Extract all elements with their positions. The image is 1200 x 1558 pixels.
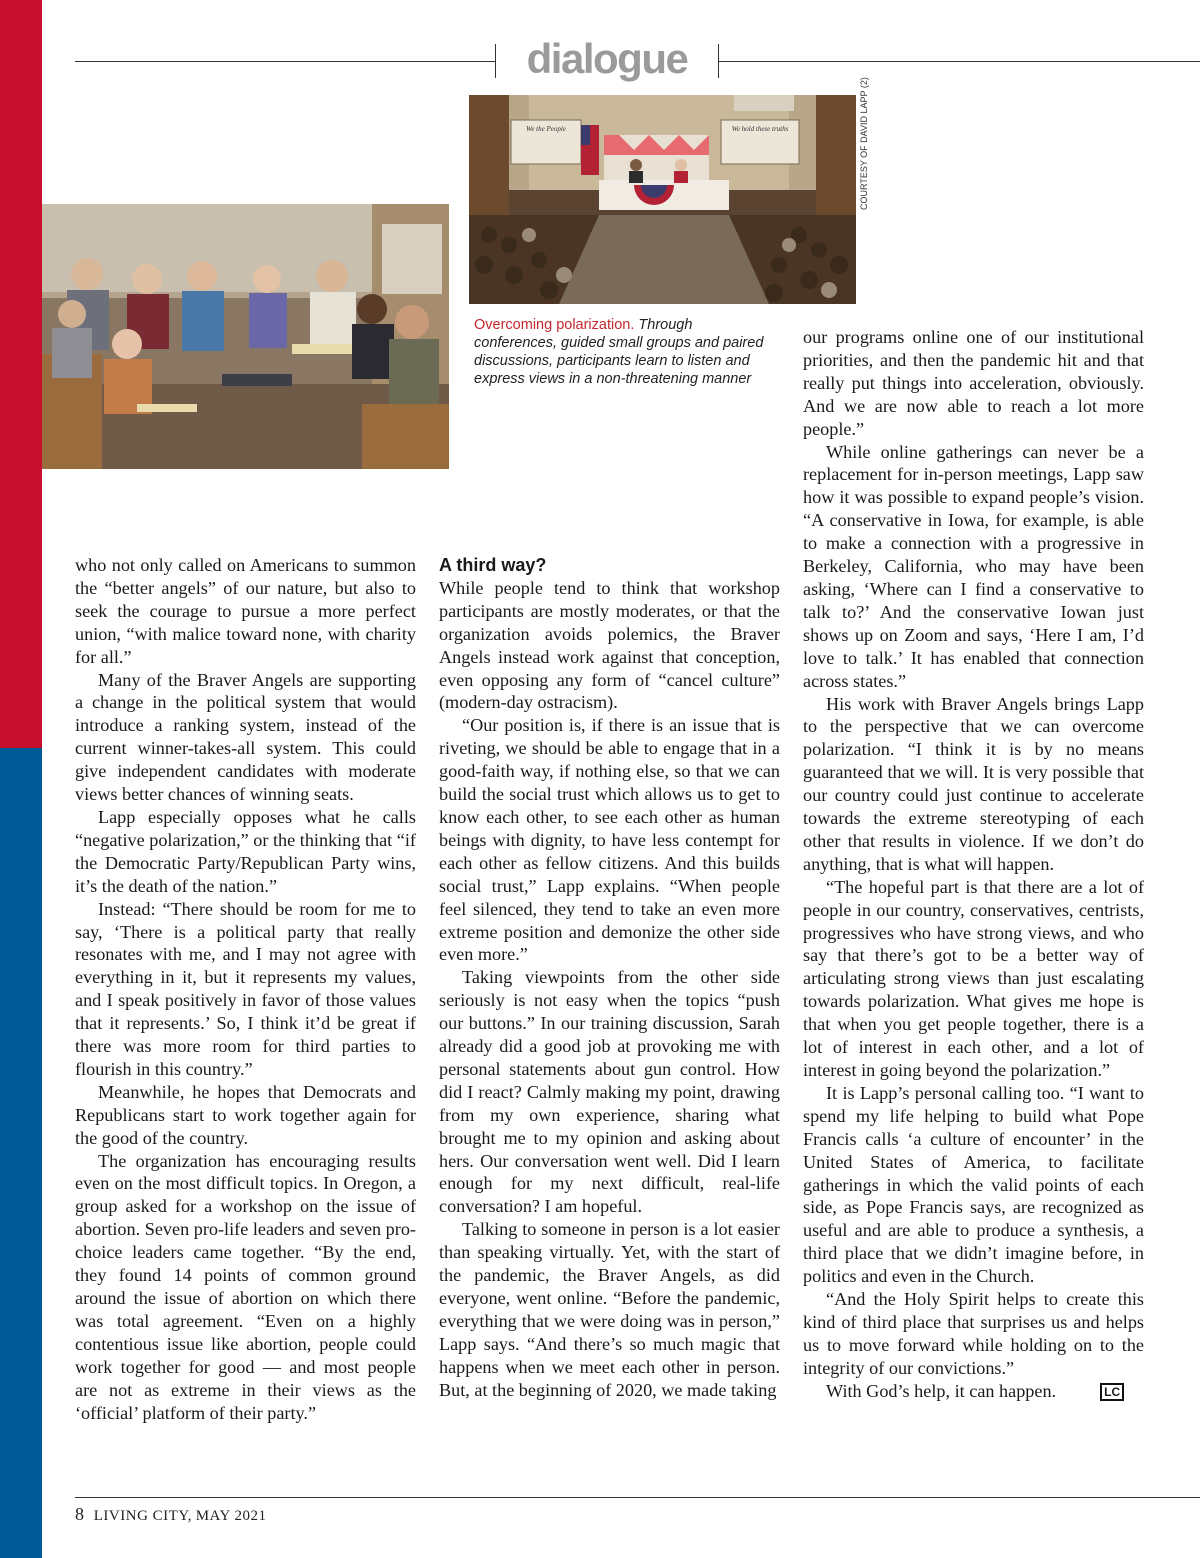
paragraph: While people tend to think that workshop participants are mostly moderates, or that the organization avoids polemics, the Braver Angels instead work against that conception, even opposing any form of “cancel culture” (modern-day ostracism). <box>439 577 780 713</box>
side-bar-blue <box>0 748 42 1558</box>
article-column-2 <box>439 554 780 1402</box>
paragraph: “Our position is, if there is an issue that is riveting, we should be able to engage that in a good-faith way, if nothing else, so that we can build the social trust which allows us to get to know each other, to see each other as human beings with dignity, to have less contempt for each other as fellow citizens. And this builds social trust,” Lapp explains. “When people feel silenced, they tend to take an even more extreme position and demonize the other side even more.” <box>439 715 780 965</box>
paragraph: Talking to someone in person is a lot easier than speaking virtually. Yet, with the start of the pandemic, the Braver Angels, as did everyone, went online. “Before the pandemic, everything that we were doing was in person,” Lapp says. “And there’s so much magic that happens when we meet each other in person. But, at the beginning of 2020, we made taking <box>439 1219 780 1400</box>
end-mark: LC <box>1100 1383 1124 1401</box>
photo-caption <box>474 316 774 388</box>
paragraph: Many of the Braver Angels are supporting a change in the political system that would introduce a ranking system, instead of the current winner-takes-all system. This could give independent candidates with moderate views better chances of winning seats. <box>75 669 416 805</box>
paragraph: “And the Holy Spirit helps to create this kind of third place that surprises us and helps us to move forward while holding on to the integrity of our convictions.” <box>803 1289 1144 1378</box>
banner-right-text: We hold these truths <box>731 125 789 133</box>
paragraph: our programs online one of our institutional priorities, and then the pandemic hit and that really put things into acceleration, obviously. And we are now able to reach a lot more people.” <box>803 327 1144 439</box>
paragraph: Instead: “There should be room for me to say, ‘There is a political party that really resonates with me, and I may not agree with everything in it, but it represents my values, and I speak positively in favor of those values that it represents.’ So, I think it’d be great if there was more room for third parties to flourish in this country.” <box>75 898 416 1079</box>
paragraph: Meanwhile, he hopes that Democrats and Republicans start to work together again for the good of the country. <box>75 1081 416 1148</box>
paragraph: who not only called on Americans to summon the “better angels” of our nature, but also to seek the courage to pursue a more perfect union, “with malice toward none, with charity for all.” <box>75 555 416 667</box>
paragraph: Lapp especially opposes what he calls “negative polarization,” or the thinking that “if the Democratic Party/Republican Party wins, it’s the death of the nation.” <box>75 806 416 896</box>
photo-conference-hall <box>469 95 856 304</box>
paragraph: Taking viewpoints from the other side seriously is not easy when the topics “push our buttons.” In our training discussion, Sarah already did a good job at provoking me with personal statements about gun control. How did I react? Calmly making my point, drawing from my own experience, sharing what brought me to my opinion and asking about hers. Our conversation went well. Did I learn enough for my next difficult, real-life conversation? I am hopeful. <box>439 967 780 1217</box>
closing-paragraph <box>803 1380 1144 1403</box>
paragraph: “The hopeful part is that there are a lot of people in our country, conservatives, centrists, progressives who have strong views, and who say that there’s got to be a better way of articulating strong views than just escalating towards polarization. What gives me hope is that when you get people together, there is a lot of interest in each other, and a lot of interest in going beyond the polarization.” <box>803 876 1144 1080</box>
photo-small-group <box>42 204 449 469</box>
paragraph: His work with Braver Angels brings Lapp to the perspective that we can overcome polarization. “I think it is by no means guaranteed that we will. It is very possible that our country could just continue to accelerate towards the extreme stereotyping of each other that results in violence. If we don’t do anything, that is what will happen. <box>803 693 1144 874</box>
paragraph: It is Lapp’s personal calling too. “I want to spend my life helping to build what Pope Francis calls ‘a culture of encounter’ in the United States of America, to facilitate gatherings in which the valid points of each side, as Pope Francis says, are recognized as useful and are able to produce a synthesis, a third place that we didn’t imagine before, in politics and even in the Church. <box>803 1082 1144 1287</box>
header-rule-right <box>718 61 1200 62</box>
caption-title: Overcoming polarization. <box>474 317 635 333</box>
banner-left-text: We the People <box>526 125 566 133</box>
paragraph: The organization has encouraging results even on the most difficult topics. In Oregon, a group asked for a workshop on the issue of abortion. Seven pro-life leaders and seven pro-choice leaders came together. “By the end, they found 14 points of common ground around the issue of abortion on which there was total agreement. “Even on a highly contentious issue like abortion, people could work together for good — and most people are not as extreme in their views as the ‘official’ platform of their party.” <box>75 1150 416 1423</box>
article-column-3 <box>803 326 1144 1403</box>
section-title: dialogue <box>526 35 688 82</box>
header-rule-left <box>75 61 495 62</box>
magazine-name: LIVING CITY, <box>93 1508 192 1524</box>
footer-rule <box>75 1497 1200 1498</box>
paragraph: While online gatherings can never be a replacement for in-person meetings, Lapp saw how it was possible to expand people’s vision. “A conservative in Iowa, for example, is able to make a connection with a progressive in Berkeley, California, who may have been asking, ‘Where can I find a conservative to talk to?’ And the conservative Iowan just shows up on Zoom and says, ‘Here I am, I’d love to talk.’ It has enabled that connection across states.” <box>803 441 1144 691</box>
article-column-1 <box>75 554 416 1424</box>
caption-text: Through conferences, guided small groups and paired discussions, participants learn to listen and express views in a non-threatening manner <box>474 317 764 387</box>
issue-date: MAY 2021 <box>195 1508 267 1524</box>
photo-credit: COURTESY OF DAVID LAPP (2) <box>859 77 869 210</box>
closing-line: With God’s help, it can happen. <box>826 1380 1057 1401</box>
page-number: 8 <box>75 1504 84 1524</box>
side-bar-red <box>0 0 42 748</box>
subhead: A third way? <box>439 555 547 575</box>
footer <box>75 1504 267 1526</box>
